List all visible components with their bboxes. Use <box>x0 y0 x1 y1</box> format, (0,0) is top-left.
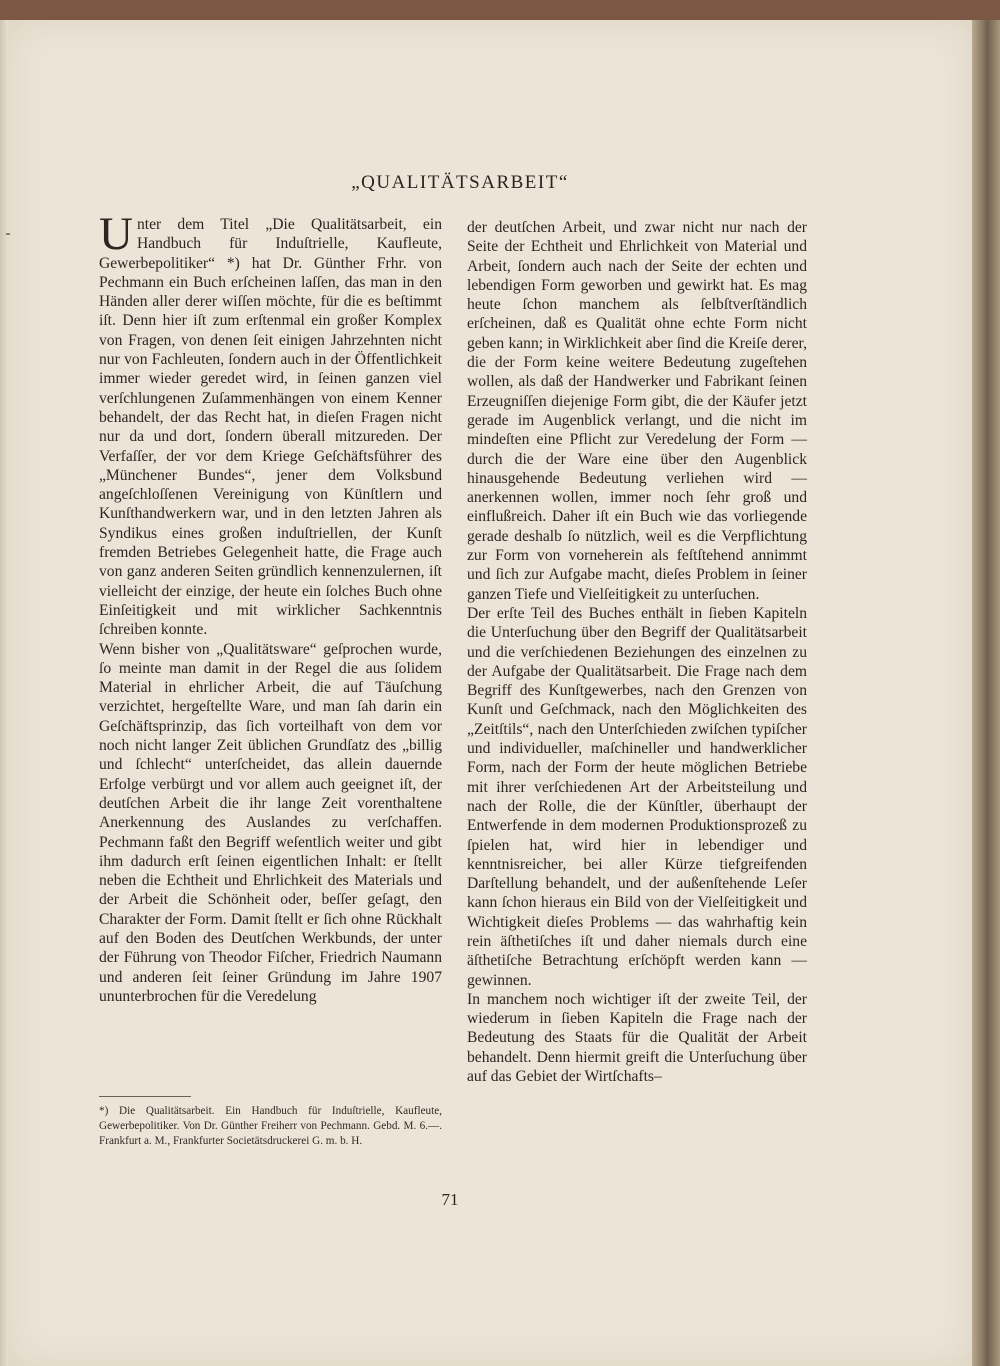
book-binding <box>972 20 1000 1366</box>
page-number: 71 <box>441 1190 459 1209</box>
drop-cap: U <box>99 208 133 260</box>
book-top-edge <box>0 0 1000 21</box>
paragraph <box>99 208 442 640</box>
page-left-edge <box>0 20 8 1366</box>
footnote: *) Die Qualitätsarbeit. Ein Handbuch für Induſtrielle, Kaufleute, Gewerbepolitiker. Von Dr. Günther Freiherr von Pechmann. Gebd. M. 6.—. Frankfurt a. M., Frankfurter Societätsdruckerei G. m. b. H. <box>99 1105 442 1148</box>
margin-mark <box>6 233 10 235</box>
article-title: „QUALITÄTSARBEIT“ <box>351 172 569 193</box>
footnote-divider <box>99 1096 191 1097</box>
paragraph-text: nter dem Titel „Die Qualitätsarbeit, ein Handbuch für Induſtrielle, Kaufleute, Gewerbepolitiker“ *) hat Dr. Günther Frhr. von Pechmann ein Buch erſcheinen laſſen, das man in den Händen aller derer wiſſen möchte, für die es beſtimmt iſt. Denn hier iſt zum erſtenmal ein großer Komplex von Fragen, von denen ſeit einigen Jahrzehnten nicht nur von Fachleuten, ſondern auch in der Öffentlichkeit immer wieder geredet wird, in ſeinen ganzen viel verſchlungenen Zuſammenhängen von einem Kenner behandelt, der das Recht hat, in dieſen Fragen nicht nur da und dort, ſondern überall mitzureden. Der Verfaſſer, der vor dem Kriege Geſchäftsführer des „Münchener Bundes“, jener dem Volksbund angeſchloſſenen Vereinigung von Künſtlern und Kunſthandwerkern war, und in den letzten Jahren als Syndikus eines großen induſtriellen, der Kunſt fremden Betriebes Gelegenheit hatte, die Frage auch von ganz anderen Seiten gründlich kennenzulernen, iſt vielleicht der einzige, der heute ein ſolches Buch ohne Einſeitigkeit und mit wirklicher Sachkenntnis ſchreiben konnte. <box>99 216 442 639</box>
left-column <box>99 208 442 1006</box>
paragraph: Wenn bisher von „Qualitätsware“ geſprochen wurde, ſo meinte man damit in der Regel die aus ſolidem Material in ehrlicher Arbeit, die auf Täuſchung verzichtet, hergeſtellte Ware, und man ſah darin ein Geſchäftsprinzip, das ſich vorteilhaft von dem vor noch nicht langer Zeit üblichen Grundſatz des „billig und ſchlecht“ unterſcheidet, das allein dauernde Erfolge verbürgt und vor allem auch geeignet iſt, der deutſchen Arbeit die ihr lange Zeit vorenthaltene Anerkennung des Auslandes zu verſchaffen. Pechmann faßt den Begriff weſentlich weiter und gibt ihm dadurch erſt ſeinen eigentlichen Inhalt: er ſtellt neben die Echtheit und Ehrlichkeit des Materials und der Arbeit die Schönheit oder, beſſer geſagt, den Charakter der Form. Damit ſtellt er ſich ohne Rückhalt auf den Boden des Deutſchen Werkbunds, der unter der Führung von Theodor Fiſcher, Friedrich Naumann und anderen ſeit ſeiner Gründung im Jahre 1907 ununterbrochen für die Veredelung <box>99 640 442 1005</box>
right-column <box>467 218 807 1086</box>
paragraph: Der erſte Teil des Buches enthält in ſieben Kapiteln die Unterſuchung über den Begriff der Qualitätsarbeit und die verſchiedenen Beziehungen des einzelnen zu der Aufgabe der Qualitätsarbeit. Die Frage nach dem Begriff des Kunſtgewerbes, nach den Grenzen von Kunſt und Geſchmack, nach den Möglichkeiten des „Zeitſtils“, nach den Unterſchieden zwiſchen typiſcher und individueller, maſchineller und handwerklicher Form, nach der Form der heute möglichen Betriebe mit ihrer verſchiedenen Art der Arbeitsteilung und nach der Rolle, die der Künſtler, überhaupt der Entwerfende in dem modernen Produktionsprozeß zu ſpielen hat, wird hier in lebendiger und kenntnisreicher, bei aller Kürze tiefgreifenden Darſtellung behandelt, und der außenſtehende Leſer kann ſchon hieraus ein Bild von der Vielſeitigkeit und Wichtigkeit dieſes Problems — das wahrhaftig kein rein äſthetiſches iſt und daher niemals durch eine äſthetiſche Betrachtung erſchöpft werden kann — gewinnen. <box>467 604 807 989</box>
paragraph: In manchem noch wichtiger iſt der zweite Teil, der wiederum in ſieben Kapiteln die Frage nach der Bedeutung des Staats für die Qualität der Arbeit behandelt. Denn hiermit greift die Unterſuchung über auf das Gebiet der Wirtſchafts– <box>467 990 807 1086</box>
paragraph: der deutſchen Arbeit, und zwar nicht nur nach der Seite der Echtheit und Ehrlichkeit von Material und Arbeit, ſondern auch nach der Seite der echten und lebendigen Form geworben und gewirkt hat. Es mag heute ſchon manchem als ſelbſtverſtändlich erſcheinen, daß es Qualität ohne echte Form nicht geben kann; in Wirklichkeit aber ſind die Kreiſe derer, die der Form keine weitere Bedeutung zugeſtehen wollen, als daß der Handwerker und Fabrikant ſeinen Erzeugniſſen diejenige Form gibt, die der Käufer jetzt gerade im Augenblick verlangt, und die nicht im mindeſten eine Pflicht zur Veredelung der Form — durch die der Ware eine über den Augenblick hinausgehende Bedeutung verliehen wird — anerkennen wollen, immer noch ſehr groß und einflußreich. Daher iſt ein Buch wie das vorliegende gerade deshalb ſo nützlich, weil es die Verpflichtung zur Form von vorneherein als feſtſtehend annimmt und ſich zur Aufgabe macht, dieſes Problem in ſeiner ganzen Tiefe und Vielſeitigkeit zu unterſuchen. <box>467 219 807 603</box>
